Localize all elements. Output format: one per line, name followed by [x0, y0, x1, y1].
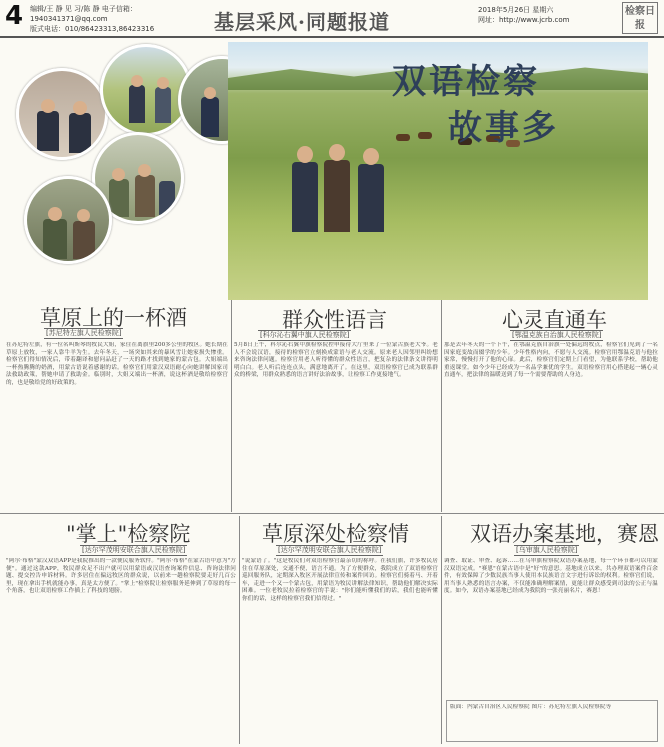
- feature-title-line2: 故事多: [448, 108, 559, 148]
- article-2-body: 5月8日上午，科尔沁右翼中旗检察院控申接待大厅里来了一位蒙古族老大爷。老人不会说汉语，接待的检察官立刻换成蒙语与老人交流。原来老人因邻里纠纷想来咨询法律问题。检察官用老人听得懂的群众性语言，把复杂的法律条文讲得明明白白。老人听后连连点头，满意地离开了。在这里，双语检察官已成为联系群众的桥梁，用群众熟悉的语言讲好法治故事，让检察工作更接地气。: [234, 342, 438, 378]
- editor-line: 编辑/王 静 见 习/陈 静 电子信箱：1940341371@qq.com: [30, 5, 137, 23]
- article-1-body: 在苏尼特左旗，有一位名叫斯琴的牧民大姐，家住在离旗里200多公里的牧区。她长期在草原上放牧，一家人靠牛羊为生。去年冬天，一场突如其来的暴风雪让她家损失惨重。检察官们得知情况后，带着翻译和慰问品赶了一天的路才找到她家的蒙古包。大姐端出一杯热腾腾的奶酒，用蒙古语说着感谢的话。检察官们用蒙汉双语耐心向她讲解国家司法救助政策，帮她申请了救助金。临别时，大姐又端出一杯酒，说这杯酒是敬给检察官的，也是敬给党的好政策的。: [6, 342, 228, 386]
- section-title: 基层采风·同题报道: [214, 10, 390, 34]
- article-3-body: 那是去年冬天的一个下午，在鄂温克族自治旗一处偏远的牧点，检察官们见到了一名因家庭变故而辍学的少年。少年性格内向，不愿与人交流。检察官用鄂温克语与他拉家常，慢慢打开了他的心扉。此后，检察官们定期上门看望，为他联系学校，帮助他重返课堂。如今少年已经成为一名品学兼优的学生。双语检察官用心搭建起一辆心灵直通车，把法律的温暖送到了每一个需要帮助的人身边。: [444, 342, 658, 378]
- article-6-byline: [乌审旗人民检察院]: [516, 546, 578, 554]
- article-5-title: 草原深处检察情: [262, 522, 409, 546]
- page-header: [0, 0, 664, 38]
- article-6-title: 双语办案基地，赛恩: [470, 522, 659, 546]
- article-5-body: "说蒙语了。"这是牧民们对双语检察官最亲切的称呼。在我们旗，许多牧民居住在草原深处，交通不便，语言不通。为了方便群众，我院成立了双语检察官巡回服务队，定期深入牧区开展法律宣传和案件回访。检察官们骑着马、开着车，走进一个又一个蒙古包，用蒙语为牧民讲解法律知识，帮助他们解决实际困难。一位老牧民拉着检察官的手说："你们能听懂我们的话，我们也能听懂你们的话，这样的检察官我们信得过。": [242, 558, 438, 602]
- article-3-byline: [鄂温克族自治旗人民检察院]: [512, 331, 602, 339]
- photo-elderly-visit: [24, 176, 112, 264]
- article-1-byline: [苏尼特左旗人民检察院]: [46, 329, 122, 337]
- newspaper-logo: 检察日报: [622, 2, 658, 34]
- article-1-title: 草原上的一杯酒: [40, 306, 187, 330]
- article-4-byline: [达尔罕茂明安联合旗人民检察院]: [82, 546, 186, 554]
- article-4-body: "阿尔·布格"蒙汉双语APP是我院推出的一款便民服务软件。"阿尔·布格"在蒙古语中意为"方便"。通过这款APP，牧民群众足不出户就可以用蒙语或汉语查询案件信息、咨询法律问题、提交控告申诉材料。许多居住在偏远牧区的群众说，以前来一趟检察院要走好几百公里，现在拿出手机就能办事，真是太方便了。"掌上"检察院让检察服务延伸到了草原的每一个角落，也让双语检察工作插上了科技的翅膀。: [6, 558, 236, 594]
- feature-title-line1: 双语检察: [392, 62, 540, 102]
- credits-text: 版面：内蒙古自治区人民检察院 图片：苏尼特左旗人民检察院等: [450, 704, 612, 710]
- article-4-title: "掌上"检察院: [66, 522, 191, 546]
- editor-info: [30, 4, 200, 34]
- editor-phone: 版式电话：010/86423313,86423316: [30, 25, 155, 33]
- page-number: 4: [5, 1, 24, 31]
- article-2-title: 群众性语言: [282, 308, 387, 332]
- article-5-byline: [达尔罕茂明安联合旗人民检察院]: [278, 546, 382, 554]
- website: 网址：http://www.jcrb.com: [478, 16, 570, 24]
- credits-box: [446, 700, 658, 742]
- article-6-body: 调查、取证、审查、起诉……在乌审旗检察院双语办案基地，每一个环节都可以用蒙汉双语完成。"赛恩"在蒙古语中是"好"的意思。基地成立以来，共办理双语案件百余件，有效保障了少数民族当事人使用本民族语言文字进行诉讼的权利。检察官们说，用当事人熟悉的语言办案，不仅能准确理解案情，更能让群众感受到司法的公正与温度。如今，双语办案基地已经成为我院的一张亮丽名片，赛恩！: [444, 558, 658, 594]
- photo-officials-meeting: [16, 68, 108, 160]
- article-3-title: 心灵直通车: [502, 308, 607, 332]
- header-right: [478, 5, 570, 25]
- issue-date: 2018年5月26日 星期六: [478, 6, 554, 14]
- article-2-byline: [科尔沁右翼中旗人民检察院]: [260, 331, 350, 339]
